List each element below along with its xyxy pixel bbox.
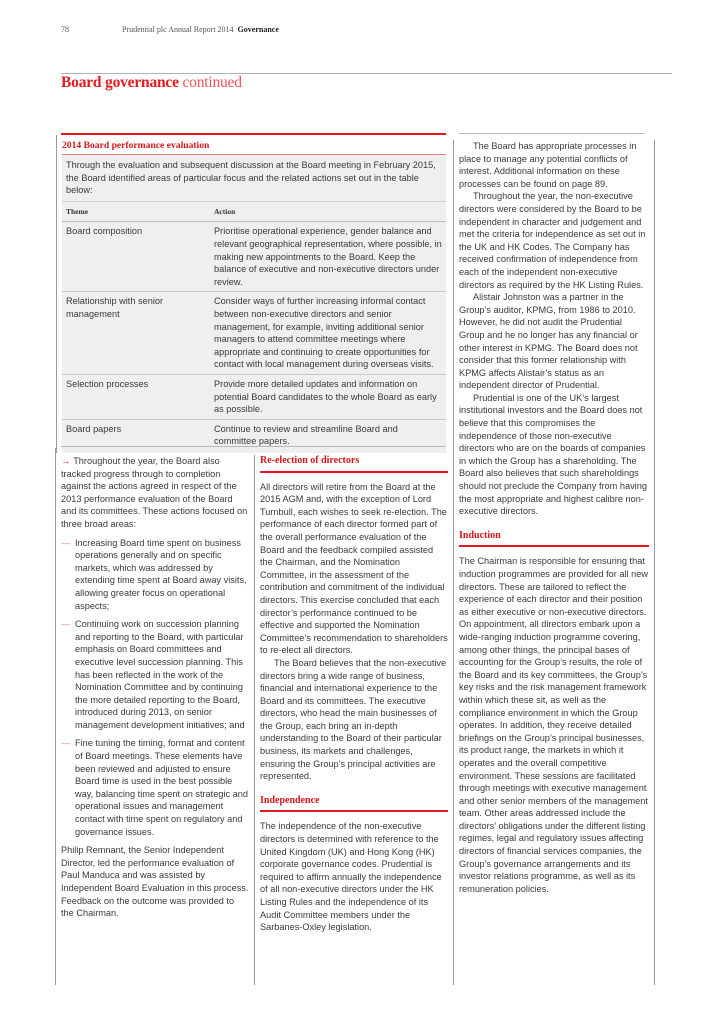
right-paragraph-2: Throughout the year, the non-executive directors were considered by the Board to be independent in character and judgement and met the criteria for independence as set out in the UK and HK Codes. The Company has received confirmation of independence from each of the independent non-executive directors as required by the HK Listing Rules. — [459, 191, 646, 290]
dash-bullet-icon: — — [61, 738, 71, 749]
page-title-suffix: continued — [182, 74, 242, 91]
right-paragraph-4: Prudential is one of the UK’s largest institutional investors and the Board does not believe that this compromises the independence of those non-executive directors who are on the boards of companies in which the Group has a shareholding. The Board also believes that such shareholdings should not preclude the Company from having the most appropriate and highest calibre non-executive directors. — [459, 392, 647, 517]
right-column-rule-left — [453, 140, 454, 985]
arrow-right-icon: → — [61, 456, 71, 466]
right-paragraph-3: Alistair Johnston was a partner in the Group’s auditor, KPMG, from 1986 to 2010. However, he did not audit the Prudential Group and he no longer has any financial or other interest in KPMG. The Board does not consider that this former relationship with KPMG affects Alistair’s status as an independent director of Prudential. — [459, 292, 638, 391]
theme-cell — [62, 292, 210, 375]
right-column-rule-right — [654, 140, 655, 985]
divider-right-column-top — [459, 133, 644, 134]
theme-text: Relationship with senior management — [66, 296, 164, 319]
middle-column — [260, 455, 448, 934]
column-header-theme: Theme — [62, 202, 210, 222]
left-closing-paragraph: Philip Remnant, the Senior Independent Director, led the performance evaluation of Paul Manduca and was assisted by Independent Board Evaluation in this process. Feedback on the outcome was provided to the Chairman. — [61, 845, 249, 919]
independence-heading: Independence — [260, 795, 448, 813]
list-item-text: Continuing work on succession planning and reporting to the Board, with particular emphasis on Board committees and executive level succession planning. This has been reflected in the work of the Nomination Committee and by continuing the more detailed reporting to the Board, introduced during 2013, on senior management development initiatives; and — [75, 619, 245, 730]
list-item — [61, 618, 249, 731]
page-title-main: Board governance — [61, 74, 179, 91]
action-cell: Provide more detailed updates and information on potential Board candidates to the whole Board as early as possible. — [210, 374, 446, 419]
reelection-paragraph-2: The Board believes that the non-executive directors bring a wide range of business, financial and international experience to the Board and its committees. The executive directors, who head the main businesses of the Group, each bring an in-depth understanding to the Board of their particular business, its markets and challenges, ensuring the Group’s principal activities are represented. — [260, 657, 447, 782]
focus-areas-list — [61, 537, 249, 839]
evaluation-box-title: 2014 Board performance evaluation — [62, 135, 446, 155]
independence-paragraph-1: The independence of the non-executive directors is determined with reference to the United Kingdom (UK) and Hong Kong (HK) corporate governance codes. Prudential is required to affirm annually the independence of all non-executive directors under the HK Listing Rules and the independence of its Audit Committee members under the Sarbanes-Oxley legislation. — [260, 821, 442, 933]
page-number: 78 — [61, 25, 69, 34]
list-item — [61, 737, 249, 838]
column-header-action: Action — [210, 202, 446, 222]
theme-cell: Selection processes — [62, 374, 210, 419]
table-row — [62, 222, 446, 292]
theme-cell: Board papers — [66, 423, 122, 434]
list-item-text: Fine tuning the timing, format and content of Board meetings. These elements have been reviewed and adjusted to ensure Board time is used in the best possible way, balancing time spent on strategic and operational issues and management contact with time spent on regulatory and governance issues. — [75, 738, 248, 837]
reelection-paragraph-1: All directors will retire from the Board at the 2015 AGM and, with the exception of Lord Turnbull, each wishes to seek re-election. The performance of each director formed part of the overall performance evaluation of the Board and the feedback compiled assisted the Chairman, and the Nomination Committee, in the assessment of the contribution and commitment of the individual directors. This exercise concluded that each director’s performance continued to be effective and supported the Nomination Committee’s recommendation to shareholders to re-elect all directors. — [260, 481, 448, 656]
left-column — [61, 455, 249, 926]
left-intro-paragraph — [61, 455, 249, 531]
evaluation-box — [56, 133, 446, 453]
right-column — [459, 140, 649, 895]
section-name: Governance — [237, 25, 279, 34]
table-row — [62, 292, 446, 375]
induction-paragraph-1: The Chairman is responsible for ensuring that induction programmes are provided for all new directors. These are tailored to reflect the experience of each director and their position as either executive or non-executive directors. On appointment, all directors embark upon a wide-ranging induction programme covering, among other things, the principal bases of accounting for the Group’s results, the role of the Board and its key committees, the Group’s key risks and the risk management framework within which these sit, as well as the compliance environment in which the Group operates. In addition, they receive detailed briefings on the Group’s principal businesses, its product range, the markets in which it operates and the overall competitive environment. These sessions are facilitated through meetings with executive management and other senior members of the management team. Other areas addressed include the directors’ obligations under the different listing regimes, legal and regulatory issues affecting directors of financial services companies, the Group’s governance arrangements and its investor relations programme, as well as its remuneration policies. — [459, 556, 648, 894]
action-cell: Consider ways of further increasing informal contact between non-executive directors and senior management, for example, inviting additional senior managers to attend committee meetings where appropriate and continuing to create opportunities for contact with local management during overseas visits. — [210, 292, 446, 375]
list-item — [61, 537, 249, 613]
page-title — [61, 74, 242, 92]
list-item-text: Increasing Board time spent on business operations generally and on specific markets, which was addressed by extending time spent at Board away visits, allowing greater focus on operational aspects; — [75, 537, 247, 611]
theme-cell: Board composition — [62, 222, 210, 292]
action-cell: Continue to review and streamline Board and committee papers. — [214, 423, 398, 447]
dash-bullet-icon: — — [61, 619, 71, 630]
running-header — [61, 25, 279, 34]
table-header-row — [62, 202, 446, 222]
left-intro-text: Throughout the year, the Board also tracked progress through to completion against the actions agreed in respect of the 2013 performance evaluation of the Board and its committees. These actions focused on three broad areas: — [61, 456, 248, 529]
table-row — [62, 374, 446, 419]
evaluation-box-intro: Through the evaluation and subsequent discussion at the Board meeting in February 2015, the Board identified areas of particular focus and the related actions set out in the table below: — [62, 155, 446, 202]
evaluation-table — [62, 202, 446, 453]
reelection-heading: Re-election of directors — [260, 455, 448, 473]
left-column-rule — [55, 448, 56, 985]
dash-bullet-icon: — — [61, 537, 71, 548]
action-cell: Prioritise operational experience, gender balance and relevant geographical representation, where possible, in making new appointments to the Board. Keep the balance of executive and non-executive directors under review. — [210, 222, 446, 292]
publication-name: Prudential plc Annual Report 2014 — [122, 25, 234, 34]
table-row — [62, 419, 446, 453]
induction-heading: Induction — [459, 530, 649, 548]
divider-under-table — [61, 446, 446, 447]
right-paragraph-1: The Board has appropriate processes in place to manage any potential conflicts of interest. Additional information on these processes can be found on page 89. — [459, 141, 637, 189]
middle-column-rule — [254, 455, 255, 985]
